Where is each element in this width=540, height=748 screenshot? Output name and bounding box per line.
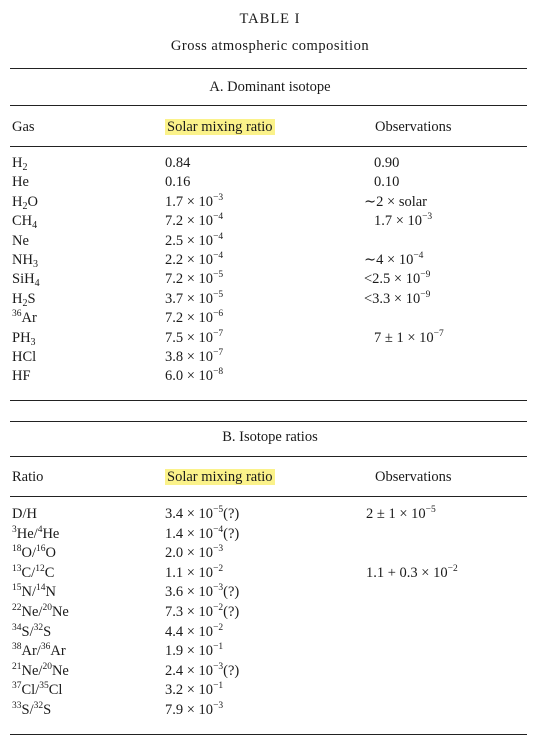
table-row (0, 505, 540, 525)
table-row (0, 154, 540, 173)
solar-mixing-ratio-cell: $1.7 \times 10^{-3}$ (165, 192, 224, 210)
observations-cell: $7 \pm 1 \times 10^{-7}$ (374, 328, 444, 346)
solar-mixing-ratio-cell: 0.84 (165, 155, 191, 171)
solar-mixing-ratio-cell: $2.5 \times 10^{-4}$ (165, 231, 224, 249)
ratio-cell: $^{15}$N/$^{14}$N (12, 583, 56, 601)
solar-mixing-ratio-cell: $2.0 \times 10^{-3}$ (165, 544, 224, 562)
ratio-cell: $^3$He/$^4$He (12, 524, 60, 542)
solar-mixing-ratio-cell: $7.3 \times 10^{-2}(?)$ (165, 602, 240, 620)
gas-cell: He (12, 174, 29, 191)
gas-cell: $H_2O$ (12, 193, 38, 212)
rule-end-a-1 (10, 400, 527, 401)
ratio-cell: $^{33}$S/$^{32}$S (12, 700, 52, 718)
table-number: TABLE I (239, 11, 301, 27)
table-row (0, 173, 540, 192)
header-gas: Gas (12, 119, 35, 135)
header-solar-mixing-ratio-b (165, 469, 275, 486)
observations-cell: ∼4 × $10^{-4}$ (364, 250, 424, 268)
solar-mixing-ratio-cell: $7.2 \times 10^{-6}$ (165, 309, 224, 327)
observations-cell: ∼2 × solar (364, 193, 428, 210)
solar-mixing-ratio-cell: $1.1 \times 10^{-2}$ (165, 563, 224, 581)
observations-cell: $<2.5 \times 10^{-9}$ (364, 270, 431, 288)
table-row (0, 701, 540, 721)
header-ratio: Ratio (12, 469, 44, 485)
highlight: Solar mixing ratio (167, 119, 273, 135)
section-b-rows (0, 505, 540, 721)
table-row (0, 329, 540, 348)
table-row (0, 642, 540, 662)
solar-mixing-ratio-cell: $3.6 \times 10^{-3}(?)$ (165, 583, 240, 601)
rule-bottom (10, 734, 527, 735)
observations-cell: 0.10 (374, 174, 400, 191)
rule-section-a (10, 105, 527, 106)
ratio-cell: $^{38}$Ar/$^{36}$Ar (12, 642, 66, 660)
solar-mixing-ratio-cell: 0.16 (165, 174, 191, 191)
solar-mixing-ratio-cell: $7.2 \times 10^{-4}$ (165, 212, 224, 230)
observations-cell: $1.7 \times 10^{-3}$ (374, 212, 433, 230)
table-row (0, 544, 540, 564)
ratio-cell: $^{37}$Cl/$^{35}$Cl (12, 681, 63, 699)
header-observations-b: Observations (375, 469, 452, 485)
table-row (0, 270, 540, 289)
solar-mixing-ratio-cell: $1.9 \times 10^{-1}$ (165, 642, 224, 660)
table-row (0, 603, 540, 623)
section-a-rows (0, 154, 540, 387)
solar-mixing-ratio-cell: $2.2 \times 10^{-4}$ (165, 250, 224, 268)
solar-mixing-ratio-cell: $3.8 \times 10^{-7}$ (165, 347, 224, 365)
table-row (0, 623, 540, 643)
table-row (0, 232, 540, 251)
observations-cell: $<3.3 \times 10^{-9}$ (364, 289, 431, 307)
table-row (0, 525, 540, 545)
gas-cell: HCl (12, 348, 37, 365)
section-b-title: B. Isotope ratios (222, 429, 318, 445)
ratio-cell: $^{22}$Ne/$^{20}$Ne (12, 602, 69, 620)
solar-mixing-ratio-cell: $4.4 \times 10^{-2}$ (165, 622, 224, 640)
gas-cell: HF (12, 368, 31, 385)
header-observations-a: Observations (375, 119, 452, 135)
table-row (0, 212, 540, 231)
gas-cell: $H_2S$ (12, 290, 36, 309)
solar-mixing-ratio-cell: $1.4 \times 10^{-4}(?)$ (165, 524, 240, 542)
table-row (0, 564, 540, 584)
gas-cell: $NH_3$ (12, 251, 38, 270)
gas-cell: SiH$_4$ (12, 271, 40, 290)
rule-section-b (10, 456, 527, 457)
ratio-cell: $^{34}$S/$^{32}$S (12, 622, 52, 640)
solar-mixing-ratio-cell: $3.4 \times 10^{-5}(?)$ (165, 505, 240, 522)
rule-top (10, 68, 527, 69)
solar-mixing-ratio-cell: $7.5 \times 10^{-7}$ (165, 328, 224, 346)
solar-mixing-ratio-cell: $7.2 \times 10^{-5}$ (165, 270, 224, 288)
gas-cell: Ne (12, 232, 29, 249)
table-row (0, 309, 540, 328)
table-row (0, 193, 540, 212)
ratio-cell: $^{13}$C/$^{12}$C (12, 563, 55, 581)
rule-header-b (10, 496, 527, 497)
table-row (0, 348, 540, 367)
solar-mixing-ratio-cell: $2.4 \times 10^{-3}(?)$ (165, 661, 240, 679)
observations-cell: $1.1 + 0.3 \times 10^{-2}$ (366, 563, 458, 581)
table-caption: Gross atmospheric composition (170, 38, 370, 54)
rule-end-a-2 (10, 421, 527, 422)
section-a-title: A. Dominant isotope (209, 79, 331, 95)
observations-cell: $2 \pm 1 \times 10^{-5}$ (366, 505, 436, 522)
table-row (0, 290, 540, 309)
gas-cell: $^{36}$Ar (12, 309, 37, 327)
table-row (0, 251, 540, 270)
ratio-cell: D/H (12, 506, 37, 522)
table-row (0, 367, 540, 386)
gas-cell: $PH_3$ (12, 329, 36, 348)
solar-mixing-ratio-cell: $7.9 \times 10^{-3}$ (165, 700, 224, 718)
table-row (0, 662, 540, 682)
header-solar-mixing-ratio-a (165, 119, 275, 136)
table-row (0, 583, 540, 603)
gas-cell: $H_2$ (12, 155, 28, 173)
highlight: Solar mixing ratio (167, 469, 273, 485)
ratio-cell: $^{18}$O/$^{16}$O (12, 544, 56, 562)
gas-cell: $CH_4$ (12, 213, 38, 232)
rule-header-a (10, 146, 527, 147)
table-row (0, 681, 540, 701)
ratio-cell: $^{21}$Ne/$^{20}$Ne (12, 661, 69, 679)
solar-mixing-ratio-cell: $3.2 \times 10^{-1}$ (165, 681, 224, 699)
solar-mixing-ratio-cell: $3.7 \times 10^{-5}$ (165, 289, 224, 307)
observations-cell: 0.90 (374, 155, 400, 171)
solar-mixing-ratio-cell: $6.0 \times 10^{-8}$ (165, 367, 224, 385)
